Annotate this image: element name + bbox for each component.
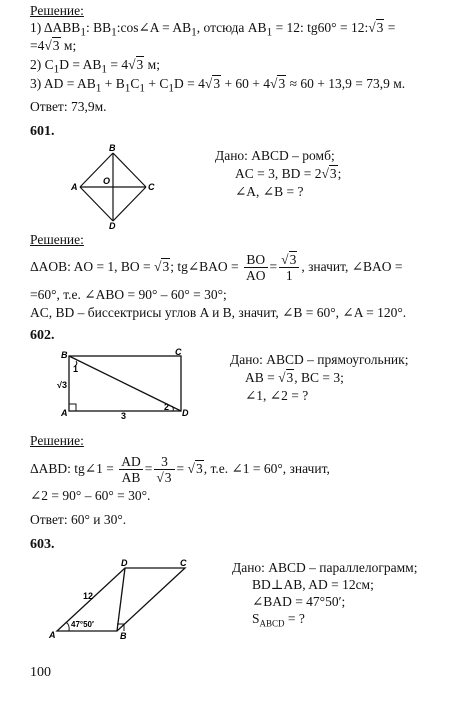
given-603-line-1: Дано: ABCD – параллелограмм; xyxy=(232,560,418,575)
side-ad-label: 12 xyxy=(83,591,94,601)
fraction-sqrt3-1: $\frac{√3}{1}$ xyxy=(279,252,299,284)
angle-label-2: 2 xyxy=(164,402,170,412)
fraction-bo-ao: $\frac{BO}{AO}$ xyxy=(246,251,266,284)
problem-number-603: 603. xyxy=(30,537,55,552)
solution-line-1: 1) $\Delta ABB_1$: $BB_1:\cos\angle A = AB_1$, отсюда $AB_1 = 12$: tg60° = 12:√3 = xyxy=(30,20,396,39)
solution-601-heading: Решение: xyxy=(30,232,84,247)
problem-number-601: 601. xyxy=(30,124,55,139)
answer-line: Ответ: 73,9м. xyxy=(30,99,107,114)
vertex-label-b: B xyxy=(120,631,127,641)
vertex-label-c: C xyxy=(148,182,155,192)
fraction-3-sqrt3: $\frac{3}{√3}$ xyxy=(154,454,174,486)
given-601-line-1: Дано: ABCD – ромб; xyxy=(215,148,335,163)
side-ad-label: 3 xyxy=(121,411,127,421)
rectangle-figure xyxy=(58,348,193,420)
vertex-label-c: C xyxy=(180,558,187,568)
vertex-label-a: A xyxy=(61,408,68,418)
angle-a-arc xyxy=(66,622,69,631)
given-602-line-2: AB = √3, BC = 3; xyxy=(245,370,344,385)
solution-602-line-2: ∠2 = 90° – 60° = 30°. xyxy=(30,488,151,503)
given-602-line-3: ∠1, ∠2 = ? xyxy=(245,388,309,403)
problem-number-602: 602. xyxy=(30,328,55,343)
height-bd xyxy=(117,568,125,631)
fraction-ad-ab: $\frac{AD}{AB}$ xyxy=(121,453,141,486)
vertex-label-d: D xyxy=(121,558,128,568)
solution-602-line-1: ΔABD: tg∠1 = $\frac{AD}{AB}$ = $\frac{3}{√3}$ = √3, т.е. ∠1 = 60°, значит, xyxy=(30,453,330,486)
given-603-line-4: $S_{ABCD}$ = ? xyxy=(252,611,305,629)
vertex-label-d: D xyxy=(109,221,116,231)
vertex-label-b: B xyxy=(109,143,116,153)
vertex-label-d: D xyxy=(182,408,189,418)
parallelogram-figure xyxy=(45,556,195,641)
center-label-o: O xyxy=(103,176,111,186)
rhombus-side-cd xyxy=(113,187,146,221)
solution-602-heading: Решение: xyxy=(30,433,84,448)
solution-line-3: 3) AD = $AB_1 + B_1C_1 + C_1D = 4√3 + 60 + 4√3 \approx 60 + 13,9 = 73,9$ м. xyxy=(30,76,406,95)
rhombus-figure xyxy=(65,143,165,231)
given-602-line-1: Дано: ABCD – прямоугольник; xyxy=(230,352,409,367)
given-603-line-2: BD⊥AB, AD = 12см; xyxy=(252,577,374,592)
given-601-line-2: AC = 3, BD = 2√3; xyxy=(235,166,342,181)
vertex-label-b: B xyxy=(61,350,68,360)
right-angle-mark xyxy=(69,404,76,411)
page-number: 100 xyxy=(30,665,51,680)
solution-line-1-cont: =4√3 м; xyxy=(30,38,77,53)
answer-602: Ответ: 60° и 30°. xyxy=(30,512,127,527)
solution-heading: Решение: xyxy=(30,3,84,18)
vertex-label-a: A xyxy=(71,182,78,192)
given-603-line-3: ∠BAD = 47°50′; xyxy=(252,594,346,609)
solution-line-2: 2) $C_1D = AB_1 = 4√3$ м; xyxy=(30,57,160,76)
solution-601-line-1: ΔAOB: AO = 1, BO = √3; tg∠BAO = $\frac{BO}{AO}$ = $\frac{√3}{1}$ , значит, ∠BAO = xyxy=(30,251,403,284)
solution-601-line-2: =60°, т.е. ∠ABO = 90° – 60° = 30°; xyxy=(30,287,227,302)
given-601-line-3: ∠A, ∠B = ? xyxy=(235,184,304,199)
angle-a-label: 47°50′ xyxy=(71,620,94,629)
vertex-label-a: A xyxy=(49,630,56,640)
rhombus-side-ad xyxy=(80,187,113,221)
angle-label-1: 1 xyxy=(73,364,79,374)
side-ab-label: √3 xyxy=(57,380,67,390)
solution-601-line-3: AC, BD – биссектрисы углов A и B, значит, ∠B = 60°, ∠A = 120°. xyxy=(30,305,407,320)
rhombus-side-bc xyxy=(113,153,146,187)
vertex-label-c: C xyxy=(175,347,182,357)
